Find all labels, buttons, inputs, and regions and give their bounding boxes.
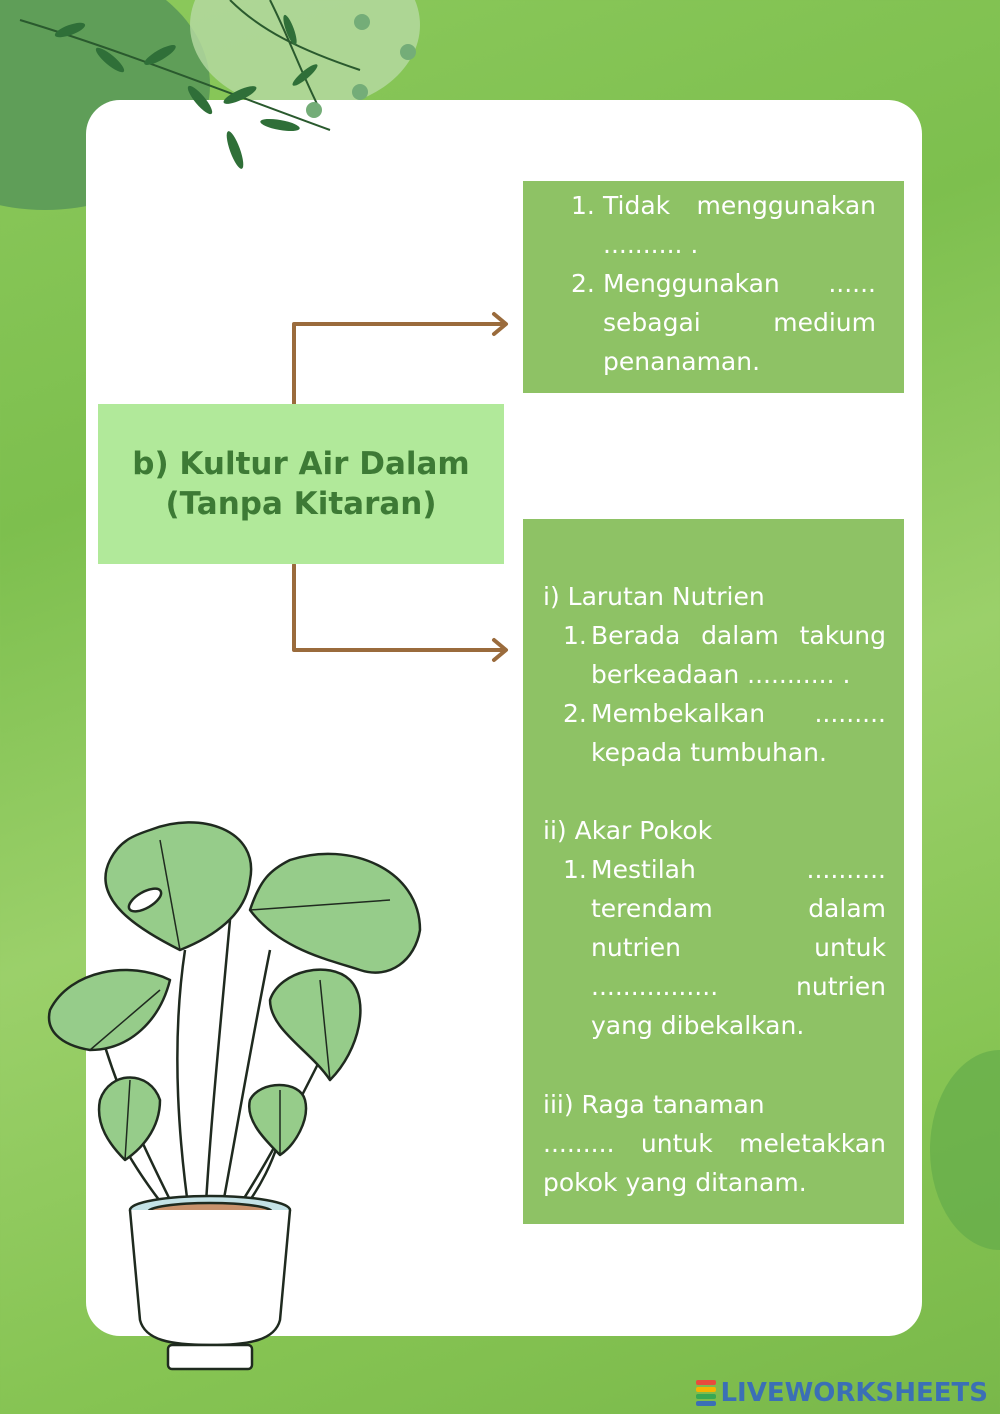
section1-word: Berada — [591, 621, 681, 650]
section2-heading: ii) Akar Pokok — [543, 816, 713, 845]
potted-plant-icon — [30, 800, 450, 1380]
section3-line2 — [543, 1124, 886, 1163]
section1-item1-line1 — [591, 616, 886, 655]
section1-word: Membekalkan — [591, 699, 766, 728]
section2-line3 — [591, 928, 886, 967]
bg-blob-bottom-right — [930, 1050, 1000, 1250]
section1-blank: ......... — [814, 699, 886, 728]
section1-word: dalam — [701, 621, 779, 650]
box1-item1-line1 — [603, 186, 876, 225]
arrow-down-path — [294, 565, 505, 650]
section2-line4 — [591, 967, 886, 1006]
section2-line1 — [591, 850, 886, 889]
box1-item2-word: medium — [773, 308, 876, 337]
info-box-bottom — [523, 519, 904, 1224]
box1-item1-num: 1. — [571, 191, 595, 220]
section3-word: untuk — [640, 1129, 713, 1158]
arrow-up-path — [294, 324, 505, 404]
section2-item1-num: 1. — [563, 855, 587, 884]
section3-line3: pokok yang ditanam. — [543, 1168, 807, 1197]
section3-blank: ......... — [543, 1129, 615, 1158]
box1-item2-word: sebagai — [603, 308, 701, 337]
logo-text: LIVEWORKSHEETS — [720, 1378, 988, 1408]
section1-word: takung — [799, 621, 886, 650]
topic-title-line1: b) Kultur Air Dalam — [132, 446, 470, 482]
logo-mark-icon — [696, 1379, 716, 1407]
box1-item2-line3: penanaman. — [603, 347, 761, 376]
section2-blank: .......... — [806, 855, 886, 884]
box1-item2-line1 — [603, 264, 876, 303]
box1-item2-blank: ...... — [828, 269, 876, 298]
section2-line5: yang dibekalkan. — [591, 1011, 805, 1040]
box1-item2-num: 2. — [571, 269, 595, 298]
section3-heading: iii) Raga tanaman — [543, 1090, 765, 1119]
topic-title-box — [98, 404, 504, 564]
info-box-top — [523, 181, 904, 393]
section1-item1-num: 1. — [563, 621, 587, 650]
section1-heading: i) Larutan Nutrien — [543, 582, 765, 611]
section2-word: terendam — [591, 894, 713, 923]
section1-item2-line2: kepada tumbuhan. — [591, 738, 827, 767]
box1-item2-word: Menggunakan — [603, 269, 780, 298]
box1-item1-word: menggunakan — [696, 191, 876, 220]
section1-item1-line2: berkeadaan ........... . — [591, 660, 851, 689]
section1-item2-num: 2. — [563, 699, 587, 728]
liveworksheets-logo — [696, 1378, 988, 1408]
section1-item2-line1 — [591, 694, 886, 733]
section2-word: untuk — [814, 933, 886, 962]
box1-item1-word: Tidak — [603, 191, 671, 220]
section3-word: meletakkan — [739, 1129, 886, 1158]
topic-title-line2: (Tanpa Kitaran) — [165, 486, 437, 522]
section2-line2 — [591, 889, 886, 928]
section2-word: nutrien — [796, 972, 886, 1001]
box1-item1-blank: .......... . — [603, 230, 699, 259]
section2-blank: ................ — [591, 972, 719, 1001]
box1-item2-line2 — [603, 303, 876, 342]
section2-word: dalam — [808, 894, 886, 923]
section2-word: Mestilah — [591, 855, 696, 884]
section2-word: nutrien — [591, 933, 681, 962]
